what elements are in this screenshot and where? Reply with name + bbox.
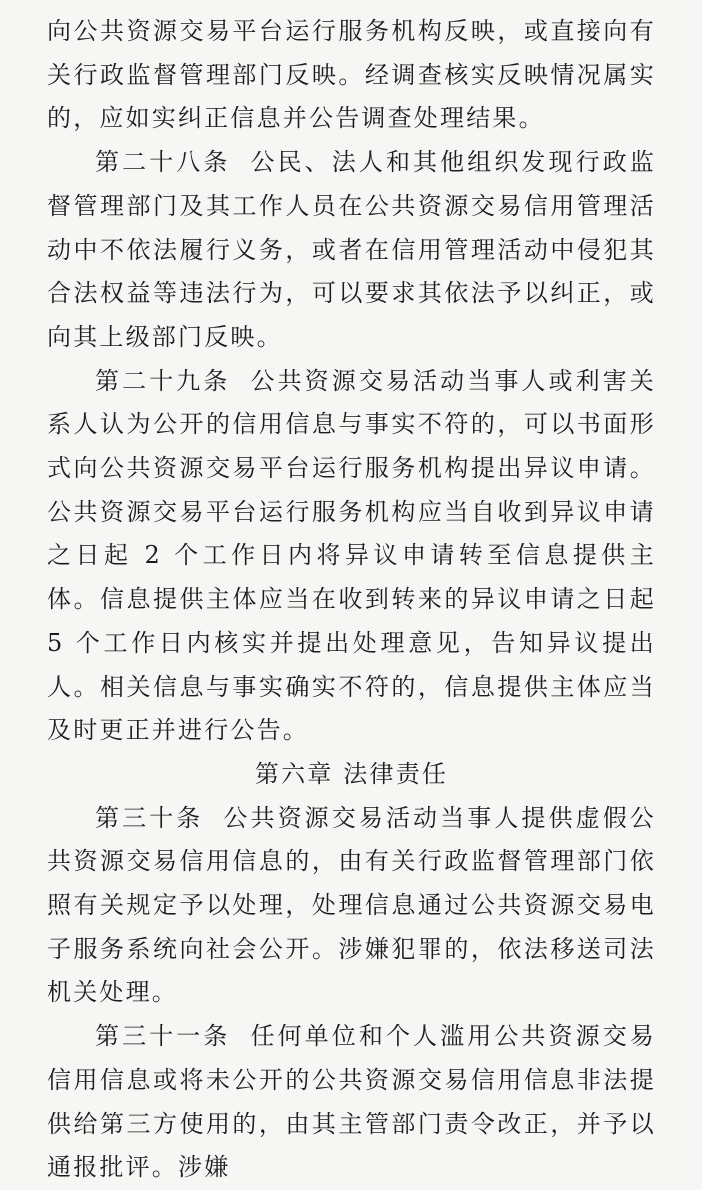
article-30 [47,797,656,1016]
article-31-number: 第三十一条 [95,1022,231,1051]
article-28-number: 第二十八条 [95,148,231,177]
article-30-text: 公共资源交易活动当事人提供虚假公共资源交易信用信息的，由有关行政监督管理部门依照有关规定予以处理，处理信息通过公共资源交易电子服务系统向社会公开。涉嫌犯罪的，依法移送司法机关处理。 [47,803,656,1007]
article-28 [47,141,656,360]
paragraph-continued: 向公共资源交易平台运行服务机构反映，或直接向有关行政监督管理部门反映。经调查核实反映情况属实的，应如实纠正信息并公告调查处理结果。 [47,17,656,133]
article-31 [47,1015,656,1190]
article-30-number: 第三十条 [95,803,204,832]
article-29 [47,360,656,753]
chapter-heading: 第六章 法律责任 [254,759,449,788]
article-31-text: 任何单位和个人滥用公共资源交易信用信息或将未公开的公共资源交易信用信息非法提供给第三方使用的，由其主管部门责令改正，并予以通报批评。涉嫌 [47,1022,657,1182]
article-28-text: 公民、法人和其他组织发现行政监督管理部门及其工作人员在公共资源交易信用管理活动中不依法履行义务，或者在信用管理活动中侵犯其合法权益等违法行为，可以要求其依法予以纠正，或向其上级部门反映。 [47,148,657,351]
article-29-number: 第二十九条 [95,366,231,395]
article-29-text: 公共资源交易活动当事人或利害关系人认为公开的信用信息与事实不符的，可以书面形式向公共资源交易平台运行服务机构提出异议申请。公共资源交易平台运行服务机构应当自收到异议申请之日起 2 个工作日内将异议申请转至信息提供主体。信息提供主体应当在收到转来的异议申请之日起 5 个工作日内核实并提出处理意见，告知异议提出人。相关信息与事实确实不符的，信息提供主体应当及时更正并进行公告。 [47,366,657,745]
